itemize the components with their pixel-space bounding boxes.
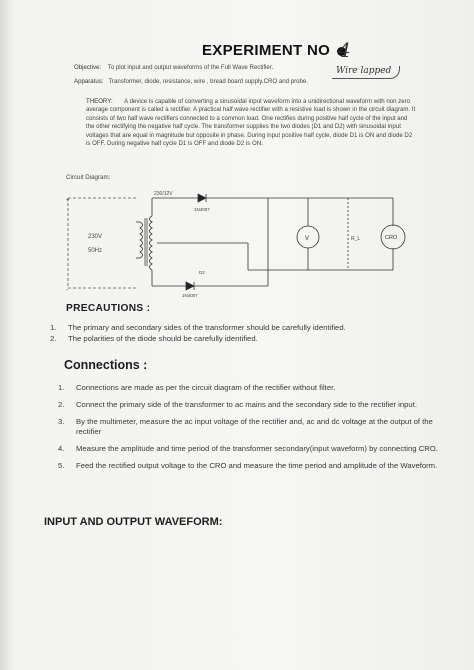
list-item: 3. By the multimeter, measure the ac input voltage of the rectifier and, ac and dc voltage at the output of the rectifier [58, 417, 433, 436]
transformer-rating-label: 230/12V [154, 191, 173, 197]
list-item: 5. Feed the rectified output voltage to the CRO and measure the time period and amplitude of the Waveform. [58, 461, 438, 470]
precautions-heading: PRECAUTIONS : [66, 303, 151, 314]
list-item: 1. The primary and secondary sides of the transformer should be carefully identified. [50, 323, 346, 332]
supply-voltage-label: 230V [88, 234, 103, 240]
objective [74, 64, 344, 72]
apparatus-label: Apparatus: [74, 78, 104, 85]
theory-paragraph [86, 98, 416, 148]
d2-name-label: D2 [199, 270, 205, 275]
page-title: EXPERIMENT NO [202, 42, 346, 59]
list-item: 1. Connections are made as per the circuit diagram of the rectifier without filter. [58, 383, 336, 392]
list-item: 2. The polarities of the diode should be carefully identified. [50, 334, 258, 343]
theory-text: A device is capable of converting a sinusoidal input waveform into a unidirectional waveform with non zero average component is called a rectifier. A practical half wave rectifier with a resistive load is shown in the circuit diagram. It consists of two half wave rectifiers connected to a common load. One rectifies during positive half cycle of the input and the other rectifying the negative half cycle. The transformer supplies the two diodes (D1 and D2) with sinusoidal input voltages that are equal in magnitude but opposite in phase. During input positive half cycle, diode D1 is ON and diode D2 is OFF. During negative half cycle D1 is OFF and diode D2 is ON. [86, 98, 416, 148]
theory-label: THEORY: [86, 98, 113, 105]
list-item: 2. Connect the primary side of the transformer to ac mains and the secondary side to the rectifier input. [58, 400, 417, 409]
handwritten-experiment-number: 4 [338, 38, 351, 62]
d2-label: 1N4007 [182, 293, 198, 298]
objective-label: Objective: [74, 64, 102, 71]
objective-text: To plot input and output waveforms of the Full Wave Rectifier. [107, 64, 274, 71]
minus-label: - [66, 287, 68, 293]
circuit-diagram-label: Circuit Diagram: [66, 174, 111, 181]
load-label: R_L [351, 236, 361, 242]
connections-list [58, 383, 438, 478]
plus-label: + [66, 198, 70, 204]
waveform-heading: INPUT AND OUTPUT WAVEFORM: [44, 516, 223, 528]
list-item: 4. Measure the amplitude and time period of the transformer secondary(input waveform) by connecting CRO. [58, 444, 438, 453]
circuit-diagram [58, 186, 418, 298]
cro-label: CRO [385, 235, 398, 241]
d1-label: 1N4007 [194, 207, 210, 212]
precautions-list [50, 323, 430, 345]
voltmeter-label: V [305, 236, 310, 242]
apparatus-text: Transformer, diode, resistance, wire , bread board supply,CRO and probe. [108, 78, 308, 85]
supply-frequency-label: 50Hz [88, 248, 103, 254]
handwritten-note: Wire lapped [332, 66, 400, 79]
apparatus [74, 78, 364, 86]
connections-heading: Connections : [64, 358, 148, 372]
